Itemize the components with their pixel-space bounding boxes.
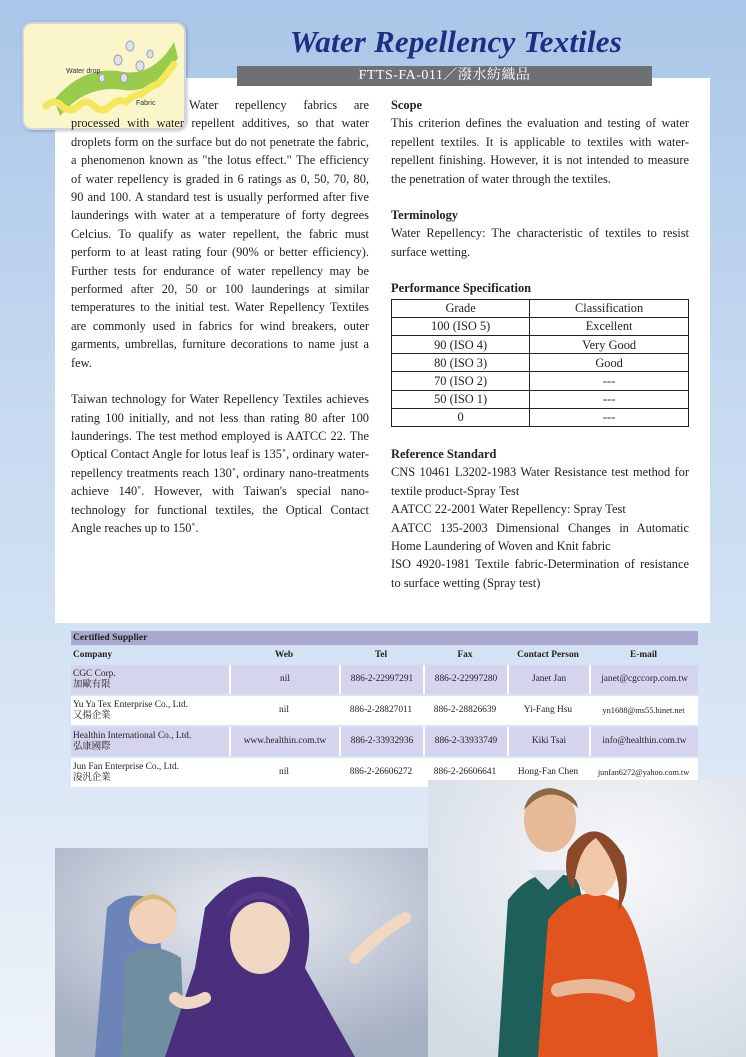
terminology-text: Water Repellency: The characteristic of textiles to resist surface wetting.	[391, 226, 689, 259]
intro-paragraph-1: Water repellency fabrics are processed with water repellent additives, so that water droplets form on the surface but do not penetrate the fabric, a phenomenon known as "the lotus effect." The efficiency of water repellency is graded in 6 ratings as 0, 50, 70, 80, 90 and 100. A standard test is usually performed after five launderings with water at a temperature of forty degrees Celcius. To qualify as water repellent, the fabric must perform to at least rating four (90% or better efficiency). Further tests for endurance of water repellency may be performed after 20, 50 or 100 launderings at similar temperatures to the initial test. Water Repellency Textiles are commonly used in fabrics for wind breakers, outer garments, umbrellas, furniture decorations to name just a few.	[71, 98, 369, 370]
performance-table	[391, 299, 689, 427]
table-row	[392, 354, 689, 372]
terminology-heading: Terminology	[391, 208, 459, 223]
spec-column	[391, 96, 689, 592]
classification-header: Classification	[530, 299, 689, 317]
web-header: Web	[274, 650, 294, 660]
table-row	[392, 317, 689, 335]
web-cell: www.healthin.com.tw	[229, 727, 339, 756]
photo-couple-outdoors	[428, 780, 746, 1057]
classification-cell: ---	[530, 408, 689, 426]
web-cell: nil	[229, 758, 339, 787]
fax-cell: 886-2-26606641	[423, 758, 507, 787]
company-name: Jun Fan Enterprise Co., Ltd.	[73, 761, 179, 772]
contact-header: Contact Person	[517, 650, 579, 660]
classification-cell: Good	[530, 354, 689, 372]
company-name-cn: 加歐有限	[73, 679, 111, 690]
contact-cell: Yi-Fang Hsu	[507, 696, 589, 725]
email-cell: yn1688@ms55.hinet.net	[589, 696, 698, 725]
tel-header: Tel	[374, 650, 388, 660]
reference-item: ISO 4920-1981 Textile fabric-Determination of resistance to surface wetting (Spray test)	[391, 557, 689, 590]
email-header: E-mail	[629, 650, 658, 660]
grade-cell: 80 (ISO 3)	[392, 354, 530, 372]
certified-supplier-section	[71, 631, 698, 789]
grade-cell: 0	[392, 408, 530, 426]
classification-cell: ---	[530, 372, 689, 390]
photo-mother-child-in-rain	[55, 848, 443, 1057]
intro-column	[71, 96, 369, 555]
company-cell	[71, 665, 229, 694]
reference-item: AATCC 22-2001 Water Repellency: Spray Test	[391, 502, 626, 517]
table-row	[392, 336, 689, 354]
classification-cell: Very Good	[530, 336, 689, 354]
grade-header: Grade	[392, 299, 530, 317]
company-name: CGC Corp.	[73, 668, 116, 679]
contact-cell: Janet Jan	[507, 665, 589, 694]
fabric-label: Fabric	[136, 100, 156, 107]
tel-cell: 886-2-33932936	[339, 727, 423, 756]
email-cell: janet@cgccorp.com.tw	[589, 665, 698, 694]
document-code-bar: FTTS-FA-011／潑水紡織品	[237, 66, 652, 86]
table-row	[392, 372, 689, 390]
company-name-cn: 浚汎企業	[73, 772, 111, 783]
company-name: Healthin International Co., Ltd.	[73, 730, 192, 741]
supplier-heading: Certified Supplier	[71, 631, 698, 645]
grade-cell: 50 (ISO 1)	[392, 390, 530, 408]
table-row	[71, 727, 698, 756]
company-cell	[71, 727, 229, 756]
scope-text: This criterion defines the evaluation and testing of water repellent textiles. It is applicable to textiles with water-repellent finishing. However, it is not intended to measure the penetration of water through the textiles.	[391, 116, 689, 186]
tel-cell: 886-2-22997291	[339, 665, 423, 694]
company-name-cn: 弘康國際	[73, 741, 111, 752]
company-header: Company	[73, 650, 113, 660]
table-row	[392, 390, 689, 408]
performance-heading: Performance Specification	[391, 281, 532, 296]
reference-heading: Reference Standard	[391, 446, 497, 461]
reference-item: AATCC 135-2003 Dimensional Changes in Automatic Home Laundering of Woven and Knit fabric	[391, 520, 689, 553]
supplier-header-row	[71, 647, 698, 663]
scope-heading: Scope	[391, 98, 422, 112]
contact-cell: Kiki Tsai	[507, 727, 589, 756]
grade-cell: 100 (ISO 5)	[392, 317, 530, 335]
supplier-table	[71, 645, 698, 789]
classification-cell: Excellent	[530, 317, 689, 335]
table-row	[392, 408, 689, 426]
web-cell: nil	[229, 696, 339, 725]
web-cell: nil	[229, 665, 339, 694]
fax-cell: 886-2-33933749	[423, 727, 507, 756]
company-cell	[71, 758, 229, 787]
contact-cell: Hong-Fan Chen	[507, 758, 589, 787]
table-row	[71, 696, 698, 725]
tel-cell: 886-2-26606272	[339, 758, 423, 787]
company-name-cn: 又揚企業	[73, 710, 111, 721]
water-drop-label: Water drop	[66, 68, 101, 75]
grade-cell: 90 (ISO 4)	[392, 336, 530, 354]
reference-item: CNS 10461 L3202-1983 Water Resistance test method for textile product-Spray Test	[391, 465, 689, 498]
email-cell: info@healthin.com.tw	[589, 727, 698, 756]
intro-paragraph-2: Taiwan technology for Water Repellency Textiles achieves rating 100 initially, and not less than rating 80 after 100 launderings. The test method employed is AATCC 22. The Optical Contact Angle for lotus leaf is 135˚, ordinary water-repellency treatments reach 130˚, ordinary nano-treatments achieve 140˚. However, with Taiwan's special nano-technology for functional textiles, the Optical Contact Angle reaches up to 150˚.	[71, 392, 369, 535]
fax-cell: 886-2-28826639	[423, 696, 507, 725]
table-header-row	[392, 299, 689, 317]
page-title: Water Repellency Textiles	[289, 24, 622, 59]
tel-cell: 886-2-28827011	[339, 696, 423, 725]
fax-cell: 886-2-22997280	[423, 665, 507, 694]
table-row	[71, 665, 698, 694]
classification-cell: ---	[530, 390, 689, 408]
company-name: Yu Ya Tex Enterprise Co., Ltd.	[73, 699, 189, 710]
fax-header: Fax	[457, 650, 473, 660]
email-cell: junfan6272@yahoo.com.tw	[589, 758, 698, 787]
company-cell	[71, 696, 229, 725]
grade-cell: 70 (ISO 2)	[392, 372, 530, 390]
